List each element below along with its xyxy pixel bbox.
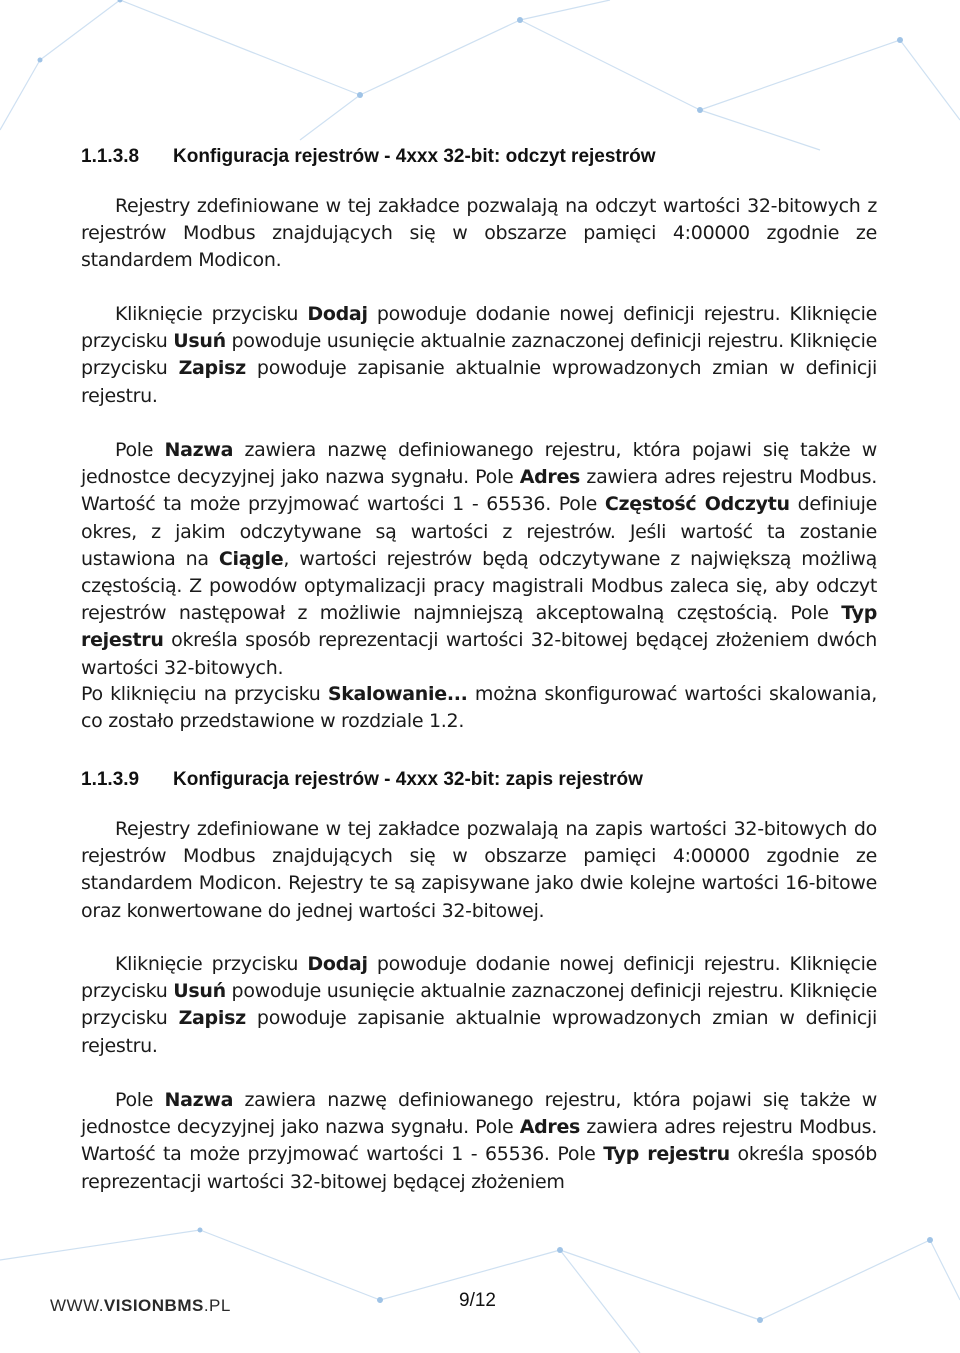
paragraph-fields: Pole Nazwa zawiera nazwę definiowanego rejestru, która pojawi się także w jednostce decyzyjnej jako nazwa sygnału. Pole Adres zawiera adres rejestru Modbus. Wartość ta może przyjmować wartości 1 - 65536. Pole Częstość Odczytu definiuje okres, z jakim odczytywane są wartości z rejestrów. Jeśli wartość ta zostanie ustawiona na Ciągle, wartości rejestrów będą odczytywane z największą możliwą częstością. Z powodów optymalizacji pracy magistrali Modbus zaleca się, aby odczyt rejestrów następował z możliwie najmniejszą akceptowalną częstością. Pole Typ rejestru określa sposób reprezentacji wartości 32-bitowej będącej złożeniem dwóch wartości 32-bitowych.: [81, 439, 877, 679]
section-heading-1-1-3-8: [81, 146, 877, 168]
section-number: 1.1.3.8: [81, 146, 140, 167]
section-title: Konfiguracja rejestrów - 4xxx 32-bit: odczyt rejestrów: [173, 146, 656, 167]
section-number: 1.1.3.9: [81, 769, 140, 790]
bold-term: Ciągle: [218, 547, 284, 570]
footer-website: [50, 1296, 231, 1316]
bold-term: Dodaj: [307, 953, 368, 975]
bold-term: Adres: [519, 466, 581, 489]
paragraph-fields: Pole Nazwa zawiera nazwę definiowanego rejestru, która pojawi się także w jednostce decyzyjnej jako nazwa sygnału. Pole Adres zawiera adres rejestru Modbus. Wartość ta może przyjmować wartości 1 - 65536. Pole Typ rejestru określa sposób reprezentacji wartości 32-bitowej będącej złożeniem: [81, 1089, 878, 1193]
bold-term: Typ rejestru: [603, 1143, 730, 1166]
bold-term: Typ rejestru: [81, 602, 877, 652]
bold-term: Usuń: [173, 980, 226, 1003]
paragraph: Rejestry zdefiniowane w tej zakładce pozwalają na zapis wartości 32-bitowych do rejestrów Modbus znajdujących się w obszarze pamięci 4:00000 zgodnie ze standardem Modicon. Rejestry te są zapisywane jako dwie kolejne wartości 16-bitowe oraz konwertowane do jednej wartości 32-bitowej.: [81, 818, 877, 922]
url-prefix: WWW.: [50, 1296, 104, 1315]
bold-term: Nazwa: [164, 1089, 234, 1111]
bold-term: Adres: [519, 1116, 581, 1139]
bold-term: Usuń: [173, 330, 226, 353]
url-suffix: .PL: [203, 1296, 231, 1315]
section-heading-1-1-3-9: [81, 769, 877, 791]
paragraph-scaling: Po kliknięciu na przycisku Skalowanie... można skonfigurować wartości skalowania, co zostało przedstawione w rozdziale 1.2.: [81, 683, 877, 733]
page-number: 9/12: [459, 1290, 496, 1311]
bold-term: Dodaj: [307, 303, 368, 325]
paragraph-buttons: Kliknięcie przycisku Dodaj powoduje dodanie nowej definicji rejestru. Kliknięcie przycisku Usuń powoduje usunięcie aktualnie zaznaczonej definicji rejestru. Kliknięcie przycisku Zapisz powoduje zapisanie aktualnie wprowadzonych zmian w definicji rejestru.: [81, 953, 877, 1057]
bold-term: Skalowanie...: [327, 683, 468, 705]
bold-term: Częstość Odczytu: [604, 493, 790, 516]
paragraph: Rejestry zdefiniowane w tej zakładce pozwalają na odczyt wartości 32-bitowych z rejestrów Modbus znajdujących się w obszarze pamięci 4:00000 zgodnie ze standardem Modicon.: [81, 195, 877, 272]
bold-term: Zapisz: [178, 357, 246, 380]
url-brand: VISIONBMS: [103, 1296, 204, 1315]
bold-term: Nazwa: [164, 439, 234, 461]
paragraph-buttons: Kliknięcie przycisku Dodaj powoduje dodanie nowej definicji rejestru. Kliknięcie przycisku Usuń powoduje usunięcie aktualnie zaznaczonej definicji rejestru. Kliknięcie przycisku Zapisz powoduje zapisanie aktualnie wprowadzonych zmian w definicji rejestru.: [81, 303, 877, 407]
bold-term: Zapisz: [178, 1007, 246, 1030]
section-title: Konfiguracja rejestrów - 4xxx 32-bit: zapis rejestrów: [173, 769, 643, 790]
